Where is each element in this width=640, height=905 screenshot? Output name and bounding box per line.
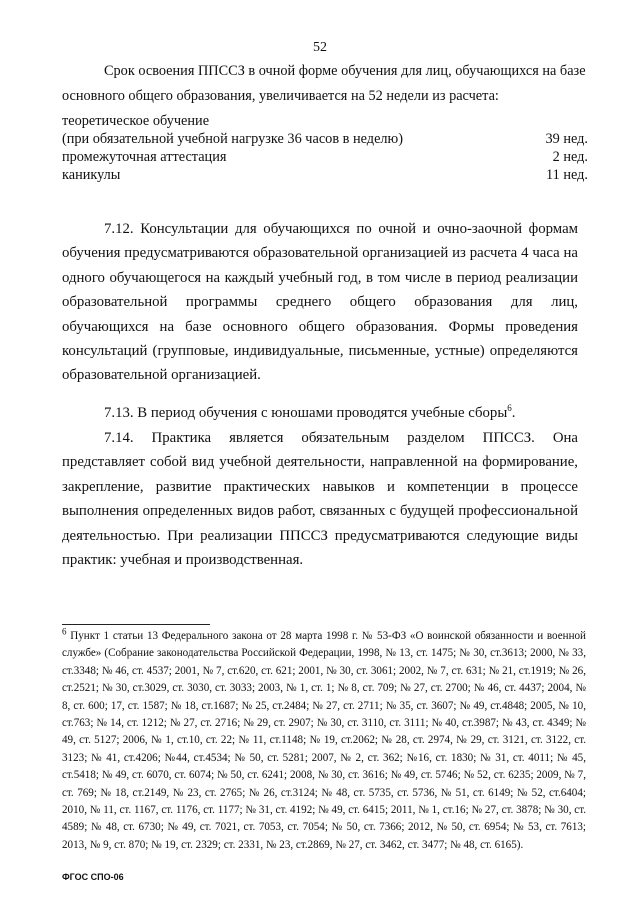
section-7-13-text: 7.13. В период обучения с юношами проводятся учебные сборы bbox=[104, 405, 508, 421]
footnote bbox=[62, 628, 586, 854]
footnote-reference: 6 bbox=[507, 403, 512, 414]
section-7-14: 7.14. Практика является обязательным разделом ППССЗ. Она представляет собой вид учебной деятельности, направленной на формирование, закрепление, развитие практических навыков и компетенции в процессе выполнения определенных видов работ, связанных с будущей профессиональной деятельностью. При реализации ППССЗ предусматриваются следующие виды практик: учебная и производственная. bbox=[62, 430, 578, 569]
schedule-row-attestation bbox=[62, 148, 588, 166]
schedule-attestation-value: 2 нед. bbox=[552, 149, 588, 165]
schedule-theory-label: теоретическое обучение bbox=[62, 113, 210, 129]
footnote-text: Пункт 1 статьи 13 Федерального закона от 28 марта 1998 г. № 53-ФЗ «О воинской обязанности и военной службе» (Собрание законодательства Российской Федерации, 1998, № 13, ст. 1475; № 30, ст.3613; 2000, № 33, ст.3348; № 46, ст. 4537; 2001, № 7, ст.620, ст. 621; 2001, № 30, ст. 3061; 2002, № 7, ст. 631; № 21, ст.1919; № 26, ст.2521; № 30, ст.3029, ст. 3030, ст. 3033; 2003, № 1, ст. 1; № 8, ст. 709; № 27, ст. 2700; № 46, ст. 4437; 2004, № 8, ст. 600; 17, ст. 1587; № 18, ст.1687; № 25, ст.2484; № 27, ст. 2711; № 35, ст. 3607; № 49, ст.4848; 2005, № 10, ст.763; № 14, ст. 1212; № 27, ст. 2716; № 29, ст. 2907; № 30, ст. 3110, ст. 3111; № 40, ст.3987; № 43, ст. 4349; № 49, ст. 5127; 2006, № 1, ст.10, ст. 22; № 11, ст.1148; № 19, ст.2062; № 28, ст. 2974, № 29, ст. 3121, ст. 3122, ст. 3123; № 41, ст.4206; №44, ст.4534; № 50, ст. 5281; 2007, № 2, ст. 362; №16, ст. 1830; № 31, ст. 4011; № 45, ст.5418; № 49, ст. 6070, ст. 6074; № 50, ст. 6241; 2008, № 30, ст. 3616; № 49, ст. 5746; № 52, ст. 6235; 2009, № 7, ст. 769; № 18, ст.2149, № 23, ст. 2765; № 26, ст.3124; № 48, ст. 5735, ст. 5736, № 51, ст. 6149; № 52, ст.6404; 2010, № 11, ст. 1167, ст. 1176, ст. 1177; № 31, ст. 4192; № 49, ст. 6415; 2011, № 1, ст.16; № 27, ст. 3878; № 30, ст. 4589; № 48, ст. 6730; № 49, ст. 7021, ст. 7053, ст. 7054; № 50, ст. 7366; 2012, № 50, ст. 6954; № 53, ст. 7613; 2013, № 9, ст. 870; № 19, ст. 2329; ст. 2331, № 23, ст.2869, № 27, ст. 3462, ст. 3477; № 48, ст. 6165). bbox=[62, 630, 586, 851]
schedule-row-theory bbox=[62, 130, 588, 148]
intro-line-2: основного общего образования, увеличивается на 52 недели из расчета: bbox=[62, 88, 499, 104]
section-7-13-end: . bbox=[511, 405, 516, 421]
page-number: 52 bbox=[313, 40, 327, 55]
schedule-attestation-label: промежуточная аттестация bbox=[62, 149, 227, 165]
document-footer: ФГОС СПО-06 bbox=[62, 872, 124, 882]
footnote-marker: 6 bbox=[62, 626, 67, 637]
section-7-13 bbox=[62, 401, 578, 425]
schedule-row-holidays bbox=[62, 166, 588, 184]
schedule-holidays-label: каникулы bbox=[62, 167, 121, 183]
schedule-holidays-value: 11 нед. bbox=[546, 167, 588, 183]
schedule-theory-value: 39 нед. bbox=[545, 131, 588, 147]
intro-line-1: Срок освоения ППССЗ в очной форме обучения для лиц, обучающихся на базе bbox=[104, 63, 586, 79]
section-7-12: 7.12. Консультации для обучающихся по очной и очно-заочной формам обучения предусматриваются образовательной организацией из расчета 4 часа на одного обучающегося на каждый учебный год, в том числе в период реализации образовательной программы среднего общего образования для лиц, обучающихся на базе основного общего образования. Формы проведения консультаций (групповые, индивидуальные, письменные, устные) определяются образовательной организацией. bbox=[62, 221, 578, 384]
footnote-divider bbox=[62, 624, 210, 625]
schedule-theory-detail: (при обязательной учебной нагрузке 36 часов в неделю) bbox=[62, 131, 403, 147]
